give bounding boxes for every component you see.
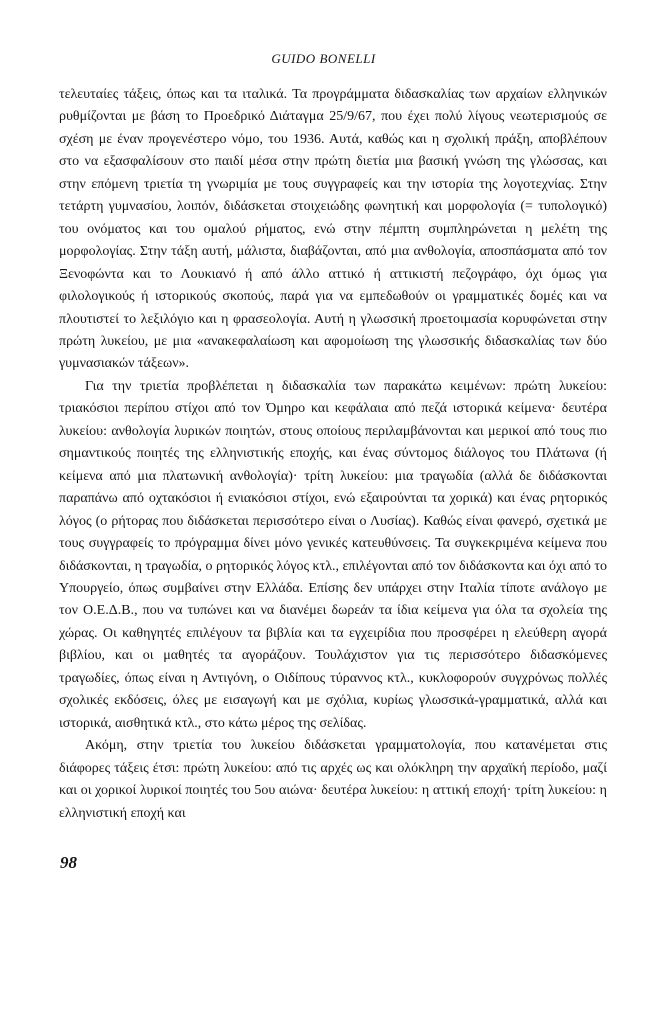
page-number: 98 <box>60 853 77 872</box>
paragraph-1: τελευταίες τάξεις, όπως και τα ιταλικά. Τα προγράμματα διδασκαλίας των αρχαίων ελληνικών ρυθμίζονται με βάση το Προεδρικό Διάταγμα 25/9/67, που έχει πολύ λίγους νεωτερισμούς σε σχέση με έναν προγενέστερο νόμο, του 1936. Αυτά, καθώς και η σχολική πράξη, αποβλέπουν στο να εξασφαλίσουν στο παιδί μέσα στην πρώτη διετία μια βασική γνώση της γλώσσας, και στην επόμενη τριετία τη γνωριμία με τους συγγραφείς και την ιστορία της λογοτεχνίας. Στην τετάρτη γυμνασίου, λοιπόν, διδάσκεται στοιχειώδης φωνητική και μορφολογία (= τυπολογικό) του ονόματος και του ομαλού ρήματος, ενώ στην πέμπτη συμπληρώνεται η μελέτη της μορφολογίας. Στην τάξη αυτή, μάλιστα, διαβάζονται, από μια ανθολογία, αποσπάσματα από τον Ξενοφώντα και το Λουκιανό ή από άλλο αττικό ή αττικιστή πεζογράφο, όχι όμως για φιλολογικούς ή ιστορικούς σκοπούς, παρά για να εμπεδωθούν οι γραμματικές δομές και να πλουτιστεί το λεξιλόγιο και η φρασεολογία. Αυτή η γλωσσική προετοιμασία κορυφώνεται στην πρώτη λυκείου, με μια «ανακεφαλαίωση και αφομοίωση της γλωσσικής διδασκαλίας των δύο γυμνασιακών τάξεων». <box>59 87 607 372</box>
paragraph-2: Για την τριετία προβλέπεται η διδασκαλία των παρακάτω κειμένων: πρώτη λυκείου: τριακόσιοι περίπου στίχοι από τον Όμηρο και κεφάλαια από πεζά ιστορικά κείμενα· δευτέρα λυκείου: ανθολογία λυρικών ποιητών, στους οποίους περιλαμβάνονται και μερικοί από τους πιο σημαντικούς ποιητές της ελληνιστικής εποχής, και ένας σύντομος διάλογος του Πλάτωνα (ή κείμενα από μια πλατωνική ανθολογία)· τρίτη λυκείου: μια τραγωδία (αλλά δε διδάσκονται παραπάνω από οχτακόσιοι ή ενιακόσιοι στίχοι, ενώ εξαιρούνται τα χορικά) και ένας ρητορικός λόγος (ο ρήτορας που διδάσκεται περισσότερο είναι ο Λυσίας). Καθώς είναι φανερό, σχετικά με τους συγγραφείς το πρόγραμμα δίνει μόνο γενικές κατευθύνσεις. Τα συγκεκριμένα κείμενα που διδάσκονται, η τραγωδία, ο ρητορικός λόγος κτλ., επιλέγονται από τον διδάσκοντα και όχι από το Υπουργείο, όπως συμβαίνει στην Ελλάδα. Επίσης δεν υπάρχει στην Ιταλία τίποτε ανάλογο με τον Ο.Ε.Δ.Β., που να τυπώνει και να διανέμει δωρεάν τα ίδια κείμενα για όλα τα σχολεία της χώρας. Οι καθηγητές επιλέγουν τα βιβλία και τα εγχειρίδια που προσφέρει η ελεύθερη αγορά βιβλίου, και οι μαθητές τα αγοράζουν. Τουλάχιστον για τις περισσότερο διδασκόμενες τραγωδίες, όπως είναι η Αντιγόνη, ο Οιδίπους τύραννος κτλ., κυκλοφορούν συγχρόνως πολλές σχολικές εκδόσεις, όλες με εισαγωγή και με σχόλια, κυρίως γλωσσικά-γραμματικά, αλλά και ιστορικά, αισθητικά κτλ., στο κάτω μέρος της σελίδας. <box>59 378 607 731</box>
body-text <box>59 84 607 825</box>
running-head: GUIDO BONELLI <box>271 51 376 66</box>
paragraph-3: Ακόμη, στην τριετία του λυκείου διδάσκεται γραμματολογία, που κατανέμεται στις διάφορες τάξεις έτσι: πρώτη λυκείου: από τις αρχές ως και ολόκληρη την αρχαϊκή περίοδο, μαζί και οι χορικοί λυρικοί ποιητές του 5ου αιώνα· δευτέρα λυκείου: η αττική εποχή· τρίτη λυκείου: η ελληνιστική εποχή και <box>59 738 607 821</box>
